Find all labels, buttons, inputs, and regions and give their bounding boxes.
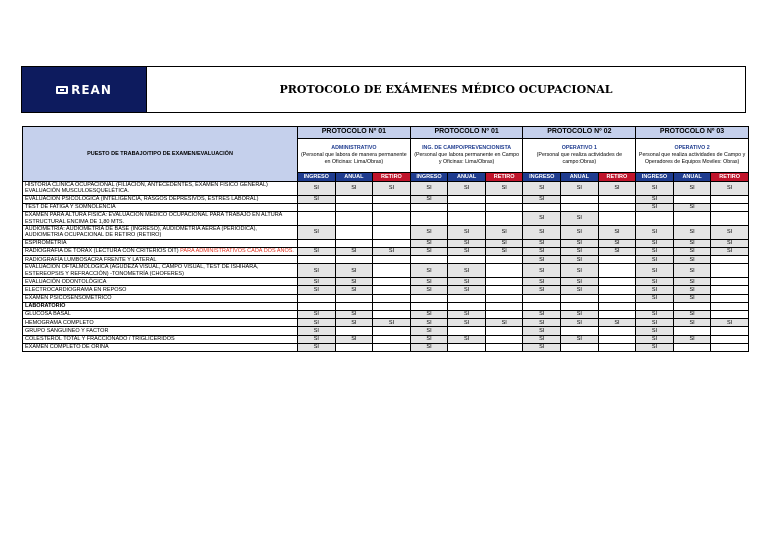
- exam-name: GLUCOSA BASAL: [23, 310, 298, 318]
- protocol-cell: SI: [448, 239, 486, 247]
- protocol-cell: [711, 310, 749, 318]
- protocol-cell: [410, 256, 448, 264]
- protocol-cell: [485, 310, 523, 318]
- protocol-cell: SI: [523, 239, 561, 247]
- protocol-cell: SI: [711, 319, 749, 327]
- protocol-cell: SI: [448, 264, 486, 278]
- protocol-cell: SI: [448, 319, 486, 327]
- protocol-cell: [373, 212, 411, 226]
- protocol-cell: [335, 343, 373, 351]
- exam-name: EVALUACIÓN ODONTOLÓGICA: [23, 278, 298, 286]
- protocol-cell: [711, 256, 749, 264]
- protocol-cell: SI: [673, 182, 711, 196]
- protocol-cell: [598, 264, 636, 278]
- protocol-cell: [711, 302, 749, 310]
- table-row: [23, 319, 749, 327]
- protocol-cell: [373, 327, 411, 335]
- protocol-header-row: [23, 127, 749, 139]
- protocol-cell: SI: [636, 335, 674, 343]
- table-row: [23, 294, 749, 302]
- protocol-cell: SI: [561, 335, 599, 343]
- protocol-cell: [561, 294, 599, 302]
- protocol-cell: [523, 204, 561, 212]
- protocol-cell: SI: [373, 319, 411, 327]
- table-row: [23, 278, 749, 286]
- table-row: [23, 310, 749, 318]
- protocol-cell: SI: [298, 327, 336, 335]
- protocol-cell: [711, 264, 749, 278]
- protocol-cell: SI: [636, 319, 674, 327]
- protocol-cell: SI: [636, 195, 674, 203]
- protocol-cell: SI: [711, 239, 749, 247]
- protocol-cell: SI: [523, 335, 561, 343]
- protocol-cell: SI: [636, 343, 674, 351]
- protocol-cell: SI: [711, 248, 749, 256]
- protocol-cell: [598, 327, 636, 335]
- protocol-cell: [373, 204, 411, 212]
- protocol-cell: [673, 327, 711, 335]
- protocol-cell: SI: [410, 226, 448, 240]
- protocol-cell: [448, 204, 486, 212]
- exam-type-header-retiro: RETIRO: [373, 173, 411, 182]
- protocol-cell: SI: [298, 278, 336, 286]
- protocol-cell: [448, 212, 486, 226]
- protocol-cell: [711, 212, 749, 226]
- exam-type-header-ingreso: INGRESO: [523, 173, 561, 182]
- protocol-cell: SI: [335, 286, 373, 294]
- protocol-cell: [485, 195, 523, 203]
- protocol-cell: [410, 204, 448, 212]
- protocol-cell: SI: [636, 239, 674, 247]
- protocol-cell: SI: [298, 264, 336, 278]
- protocol-cell: SI: [298, 310, 336, 318]
- protocol-cell: [448, 256, 486, 264]
- exam-name: ESPIROMETRÍA: [23, 239, 298, 247]
- protocol-cell: [523, 302, 561, 310]
- protocol-cell: [711, 343, 749, 351]
- protocol-cell: [335, 327, 373, 335]
- protocol-cell: SI: [335, 319, 373, 327]
- exam-name: EXAMEN COMPLETO DE ORINA: [23, 343, 298, 351]
- protocol-cell: SI: [448, 182, 486, 196]
- protocol-cell: SI: [410, 278, 448, 286]
- profile-title: OPERATIVO 1: [561, 145, 597, 151]
- protocol-cell: SI: [561, 182, 599, 196]
- exam-type-header-ingreso: INGRESO: [298, 173, 336, 182]
- protocol-cell: SI: [673, 335, 711, 343]
- exam-name: EXAMEN PSICOSENSOMETRICO: [23, 294, 298, 302]
- protocol-cell: SI: [523, 226, 561, 240]
- protocol-cell: [298, 302, 336, 310]
- protocol-cell: SI: [523, 278, 561, 286]
- protocol-cell: SI: [636, 226, 674, 240]
- protocol-cell: SI: [523, 264, 561, 278]
- exam-type-header-anual: ANUAL: [673, 173, 711, 182]
- protocol-cell: SI: [636, 264, 674, 278]
- protocol-cell: SI: [561, 212, 599, 226]
- protocol-cell: SI: [598, 319, 636, 327]
- protocol-cell: SI: [485, 226, 523, 240]
- protocol-cell: SI: [673, 256, 711, 264]
- protocol-cell: [485, 264, 523, 278]
- protocol-cell: SI: [598, 182, 636, 196]
- protocol-cell: SI: [298, 286, 336, 294]
- table-row: [23, 343, 749, 351]
- protocol-cell: SI: [598, 239, 636, 247]
- protocol-cell: SI: [523, 182, 561, 196]
- protocol-cell: SI: [673, 204, 711, 212]
- protocol-cell: SI: [561, 239, 599, 247]
- protocol-cell: SI: [636, 286, 674, 294]
- protocol-cell: [298, 294, 336, 302]
- profile-title: ADMINISTRATIVO: [331, 145, 377, 151]
- protocol-cell: [598, 256, 636, 264]
- exam-name: RADIOGRAFÍA DE TÓRAX (LECTURA CON CRITERIOS OIT) PARA ADMINISTRATIVOS CADA DOS AÑOS.: [23, 248, 298, 256]
- protocol-cell: SI: [410, 335, 448, 343]
- protocol-cell: [373, 286, 411, 294]
- protocol-cell: [485, 204, 523, 212]
- protocol-cell: [373, 264, 411, 278]
- protocol-cell: SI: [598, 226, 636, 240]
- protocol-cell: [373, 195, 411, 203]
- protocol-cell: SI: [410, 310, 448, 318]
- protocol-cell: SI: [636, 294, 674, 302]
- protocol-cell: [448, 302, 486, 310]
- protocol-cell: SI: [561, 310, 599, 318]
- protocol-cell: [598, 195, 636, 203]
- protocol-cell: SI: [523, 248, 561, 256]
- protocol-label: PROTOCOLO Nº 01: [410, 127, 523, 139]
- protocol-cell: SI: [523, 256, 561, 264]
- document-header: [21, 66, 746, 113]
- protocol-cell: SI: [410, 195, 448, 203]
- protocol-cell: [335, 195, 373, 203]
- protocol-cell: [373, 302, 411, 310]
- exam-type-header-anual: ANUAL: [561, 173, 599, 182]
- protocol-cell: [298, 239, 336, 247]
- protocol-cell: [561, 327, 599, 335]
- exam-name: EXAMEN PARA ALTURA FÍSICA: EVALUACIÓN MEDICO OCUPACIONAL PARA TRABAJO EN ALTURA ESTRUCTURAL ENCIMA DE 1,80 MTS.: [23, 212, 298, 226]
- protocol-cell: [485, 302, 523, 310]
- table-row: [23, 335, 749, 343]
- protocol-cell: [410, 302, 448, 310]
- protocol-cell: SI: [673, 286, 711, 294]
- protocol-cell: [598, 302, 636, 310]
- protocol-cell: [636, 302, 674, 310]
- protocol-cell: SI: [523, 195, 561, 203]
- protocol-cell: SI: [673, 319, 711, 327]
- protocol-cell: SI: [636, 256, 674, 264]
- protocol-cell: SI: [523, 343, 561, 351]
- exam-type-header-ingreso: INGRESO: [636, 173, 674, 182]
- protocol-cell: [598, 204, 636, 212]
- exam-name: LABORATORIO: [23, 302, 298, 310]
- protocol-cell: [673, 343, 711, 351]
- protocol-cell: SI: [673, 248, 711, 256]
- protocol-cell: SI: [561, 226, 599, 240]
- protocol-cell: [711, 335, 749, 343]
- table-row: [23, 256, 749, 264]
- protocol-cell: [410, 294, 448, 302]
- first-column-header: PUESTO DE TRABAJO/TIPO DE EXAMEN/EVALUACIÓN: [23, 127, 298, 182]
- company-logo: [22, 67, 147, 112]
- protocol-cell: [335, 302, 373, 310]
- protocol-cell: [373, 343, 411, 351]
- protocol-cell: [711, 204, 749, 212]
- protocol-cell: SI: [561, 264, 599, 278]
- protocol-cell: SI: [523, 310, 561, 318]
- protocol-cell: SI: [410, 319, 448, 327]
- protocol-cell: [448, 327, 486, 335]
- protocol-cell: SI: [636, 204, 674, 212]
- protocol-cell: [448, 343, 486, 351]
- exam-name: RADIOGRAFÍA LUMBOSACRA FRENTE Y LATERAL: [23, 256, 298, 264]
- protocol-cell: [298, 204, 336, 212]
- protocol-cell: SI: [298, 335, 336, 343]
- exam-name: AUDIOMETRÍA: AUDIOMETRÍA DE BASE (INGRESO), AUDIOMETRÍA AEREA (PERIODICA), AUDIOMETRIA OCUPACIONAL DE RETIRO (RETIRO): [23, 226, 298, 240]
- protocol-cell: [373, 310, 411, 318]
- protocol-cell: [598, 278, 636, 286]
- protocol-cell: [485, 335, 523, 343]
- protocol-cell: SI: [485, 319, 523, 327]
- protocol-cell: SI: [410, 343, 448, 351]
- table-row: [23, 239, 749, 247]
- section-row: [23, 302, 749, 310]
- protocol-cell: [335, 226, 373, 240]
- protocol-cell: SI: [335, 310, 373, 318]
- protocol-cell: SI: [523, 286, 561, 294]
- profile-description: [298, 139, 411, 173]
- protocol-cell: SI: [636, 327, 674, 335]
- protocol-cell: SI: [598, 248, 636, 256]
- profile-description: [636, 139, 749, 173]
- protocol-cell: [711, 195, 749, 203]
- protocol-cell: SI: [335, 248, 373, 256]
- protocol-cell: [598, 212, 636, 226]
- protocol-cell: SI: [561, 278, 599, 286]
- protocol-cell: [711, 286, 749, 294]
- exam-type-header-anual: ANUAL: [448, 173, 486, 182]
- protocol-cell: [673, 195, 711, 203]
- protocol-cell: [598, 343, 636, 351]
- protocol-label: PROTOCOLO Nº 02: [523, 127, 636, 139]
- protocol-cell: [598, 310, 636, 318]
- protocol-cell: SI: [298, 226, 336, 240]
- table-row: [23, 327, 749, 335]
- exam-protocol-table: [22, 126, 749, 352]
- protocol-cell: SI: [485, 239, 523, 247]
- protocol-cell: SI: [410, 327, 448, 335]
- protocol-cell: SI: [673, 239, 711, 247]
- protocol-cell: [673, 302, 711, 310]
- protocol-cell: SI: [561, 248, 599, 256]
- profile-desc: (Personal que labora de manera permanente en Oficinas: Lima/Obras): [301, 152, 407, 165]
- protocol-cell: SI: [485, 182, 523, 196]
- protocol-cell: SI: [335, 278, 373, 286]
- protocol-cell: SI: [335, 335, 373, 343]
- protocol-cell: [373, 294, 411, 302]
- protocol-cell: SI: [636, 182, 674, 196]
- table-row: [23, 204, 749, 212]
- protocol-cell: SI: [448, 310, 486, 318]
- protocol-cell: SI: [335, 182, 373, 196]
- table-row: [23, 248, 749, 256]
- table-row: [23, 195, 749, 203]
- protocol-cell: [711, 294, 749, 302]
- protocol-cell: SI: [673, 226, 711, 240]
- protocol-cell: [485, 278, 523, 286]
- table-row: [23, 182, 749, 196]
- profile-desc: (Personal que realiza actividades de campo:Obras): [536, 152, 623, 165]
- document-title: PROTOCOLO DE EXÁMENES MÉDICO OCUPACIONAL: [279, 83, 613, 96]
- protocol-cell: [485, 286, 523, 294]
- protocol-cell: SI: [298, 182, 336, 196]
- protocol-cell: SI: [448, 248, 486, 256]
- protocol-cell: SI: [636, 310, 674, 318]
- protocol-cell: [373, 239, 411, 247]
- protocol-cell: [561, 204, 599, 212]
- protocol-cell: SI: [711, 182, 749, 196]
- protocol-cell: SI: [410, 264, 448, 278]
- protocol-cell: SI: [448, 335, 486, 343]
- protocol-cell: SI: [673, 278, 711, 286]
- protocol-cell: [561, 302, 599, 310]
- exam-note: PARA ADMINISTRATIVOS CADA DOS AÑOS.: [178, 248, 294, 255]
- exam-name: ELECTROCARDIOGRAMA EN REPOSO: [23, 286, 298, 294]
- protocol-cell: [711, 327, 749, 335]
- exam-name: EVALUACIÓN OFTALMOLÓGICA (AGUDEZA VISUAL, CAMPO VISUAL, TEST DE ISHIHARA, ESTEREOPSIS Y REFRACCIÓN) -TONOMETRÍA (CHOFERES): [23, 264, 298, 278]
- protocol-cell: [335, 212, 373, 226]
- protocol-cell: [335, 239, 373, 247]
- logo-emblem-icon: [56, 86, 68, 94]
- profile-title: OPERATIVO 2: [674, 145, 710, 151]
- protocol-cell: [298, 256, 336, 264]
- table-row: [23, 212, 749, 226]
- protocol-cell: [373, 256, 411, 264]
- exam-type-header-retiro: RETIRO: [711, 173, 749, 182]
- protocol-cell: SI: [298, 343, 336, 351]
- protocol-cell: [598, 286, 636, 294]
- protocol-cell: SI: [410, 182, 448, 196]
- protocol-cell: [335, 204, 373, 212]
- exam-name: EVALUACIÓN PSICOLÓGICA (INTELIGENCIA, RASGOS DEPRESIVOS, ESTRÉS LABORAL): [23, 195, 298, 203]
- protocol-cell: [523, 294, 561, 302]
- protocol-cell: SI: [298, 248, 336, 256]
- protocol-cell: SI: [335, 264, 373, 278]
- protocol-cell: SI: [523, 212, 561, 226]
- protocol-cell: [335, 294, 373, 302]
- protocol-cell: SI: [373, 182, 411, 196]
- protocol-cell: SI: [448, 286, 486, 294]
- table-row: [23, 286, 749, 294]
- protocol-cell: SI: [298, 195, 336, 203]
- protocol-label: PROTOCOLO Nº 01: [298, 127, 411, 139]
- protocol-cell: SI: [561, 319, 599, 327]
- protocol-cell: [410, 212, 448, 226]
- profile-description: [523, 139, 636, 173]
- protocol-cell: SI: [523, 319, 561, 327]
- protocol-cell: [373, 226, 411, 240]
- protocol-cell: SI: [561, 256, 599, 264]
- exam-name: GRUPO SANGUINEO Y FACTOR: [23, 327, 298, 335]
- protocol-cell: [373, 335, 411, 343]
- protocol-cell: [636, 212, 674, 226]
- protocol-cell: SI: [410, 239, 448, 247]
- protocol-cell: [448, 195, 486, 203]
- protocol-cell: [485, 294, 523, 302]
- protocol-cell: [673, 212, 711, 226]
- protocol-cell: SI: [523, 327, 561, 335]
- protocol-cell: SI: [711, 226, 749, 240]
- protocol-cell: SI: [673, 294, 711, 302]
- protocol-cell: [561, 343, 599, 351]
- protocol-cell: SI: [636, 278, 674, 286]
- protocol-cell: [598, 294, 636, 302]
- protocol-label: PROTOCOLO Nº 03: [636, 127, 749, 139]
- protocol-cell: [373, 278, 411, 286]
- protocol-cell: SI: [673, 264, 711, 278]
- exam-type-header-retiro: RETIRO: [485, 173, 523, 182]
- table-row: [23, 226, 749, 240]
- protocol-cell: [485, 256, 523, 264]
- table-row: [23, 264, 749, 278]
- protocol-cell: SI: [373, 248, 411, 256]
- protocol-cell: SI: [636, 248, 674, 256]
- protocol-cell: [711, 278, 749, 286]
- exam-name: COLESTEROL TOTAL Y FRACCIONADO / TRIGLICÉRIDOS: [23, 335, 298, 343]
- profile-desc: Personal que realiza actividades de Campo y Operadores de Equipos Moviles: Obras): [638, 152, 746, 165]
- exam-type-header-retiro: RETIRO: [598, 173, 636, 182]
- exam-name: HISTORIA CLINICA OCUPACIONAL (FILIACIÓN, ANTECEDENTES, EXAMEN FÍSICO GENERAL) EVALUACIÓN MUSCULOESQUELÉTICA.: [23, 182, 298, 196]
- protocol-cell: [448, 294, 486, 302]
- protocol-cell: SI: [410, 286, 448, 294]
- protocol-cell: [298, 212, 336, 226]
- protocol-cell: [598, 335, 636, 343]
- exam-type-header-anual: ANUAL: [335, 173, 373, 182]
- exam-type-header-ingreso: INGRESO: [410, 173, 448, 182]
- protocol-cell: SI: [448, 226, 486, 240]
- protocol-cell: [485, 212, 523, 226]
- profile-description: [410, 139, 523, 173]
- protocol-cell: [561, 195, 599, 203]
- protocol-cell: [485, 327, 523, 335]
- protocol-cell: SI: [485, 248, 523, 256]
- profile-desc: (Personal que labora permanente en Campo y Oficinas: Lima/Obras): [414, 152, 520, 165]
- protocol-cell: SI: [298, 319, 336, 327]
- profile-title: ING. DE CAMPO/PREVENCIONISTA: [422, 145, 512, 151]
- protocol-cell: SI: [673, 310, 711, 318]
- protocol-cell: SI: [448, 278, 486, 286]
- protocol-cell: SI: [410, 248, 448, 256]
- protocol-cell: SI: [561, 286, 599, 294]
- logo-text: REAN: [71, 82, 112, 97]
- exam-name: HEMOGRAMA COMPLETO: [23, 319, 298, 327]
- exam-name: TEST DE FATIGA Y SOMNOLENCIA: [23, 204, 298, 212]
- protocol-cell: [335, 256, 373, 264]
- protocol-cell: [485, 343, 523, 351]
